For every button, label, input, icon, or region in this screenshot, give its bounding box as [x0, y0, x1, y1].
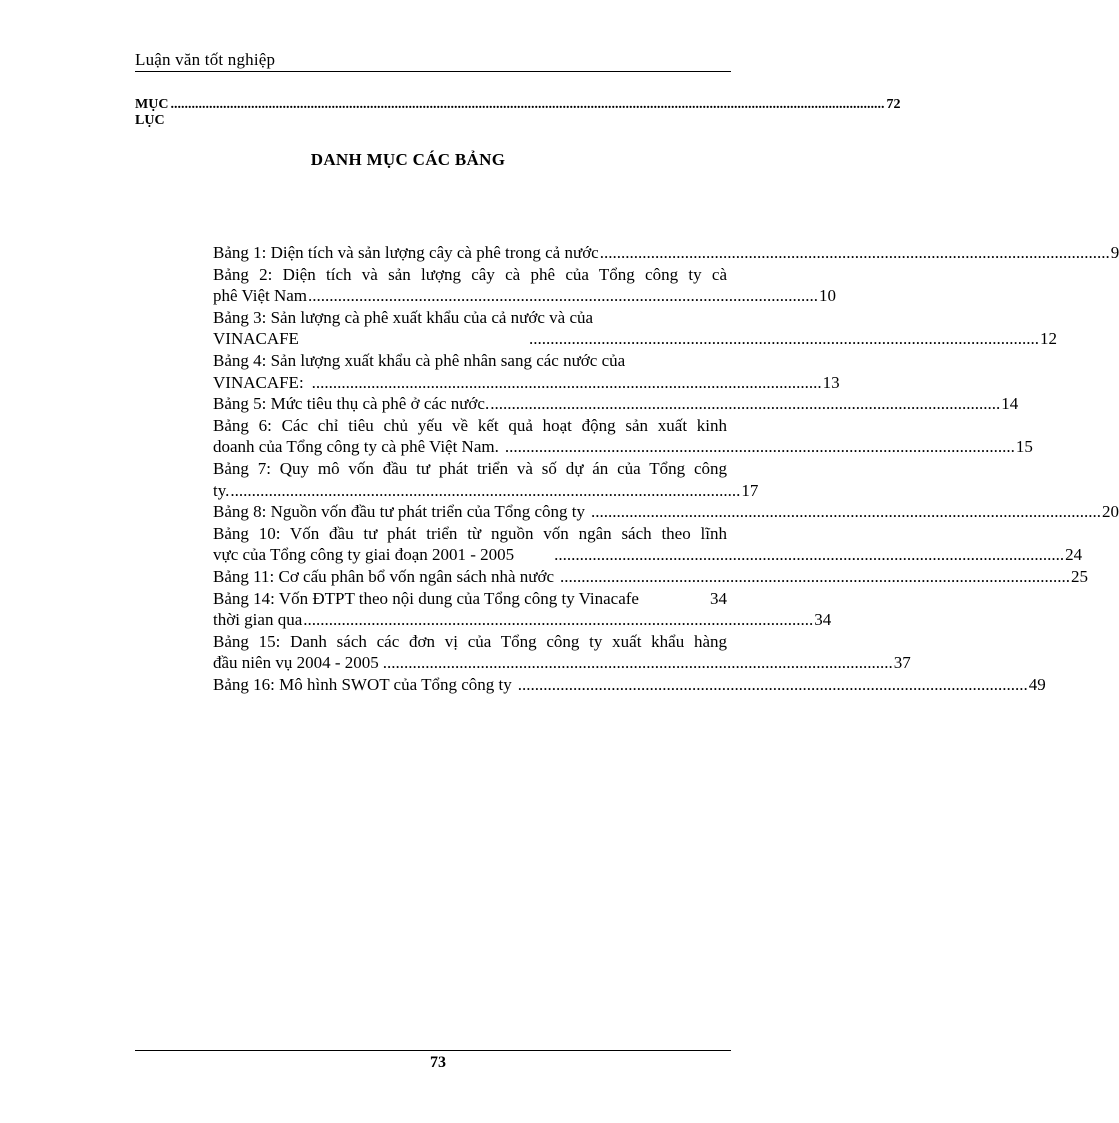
dot-leader: ........................................................................................................................: [308, 286, 819, 306]
table-entry-title-cont: doanh của Tổng công ty cà phê Việt Nam.: [213, 437, 499, 457]
toc-entry-label: MỤC LỤC: [135, 97, 169, 128]
table-entry-title: Bảng 16: Mô hình SWOT của Tổng công ty: [213, 674, 512, 694]
table-entry-page: 34: [814, 610, 832, 630]
dot-leader: ........................................................................................................................: [382, 653, 893, 673]
dot-leader: ........................................................................................................................: [490, 394, 1001, 414]
table-entry-page: 24: [1065, 545, 1083, 565]
table-entry-title-cont: ty.: [213, 480, 230, 500]
dot-leader: ........................................................................................................................: [590, 502, 1101, 522]
running-header-title: Luận văn tốt nghiệp: [135, 50, 276, 69]
table-entry-title: Bảng 7: Quy mô vốn đầu tư phát triển và số dự án của Tổng công: [213, 458, 727, 478]
table-entry-title: Bảng 14: Vốn ĐTPT theo nội dung của Tổng công ty Vinacafe: [213, 588, 639, 608]
table-entry-title: Bảng 3: Sản lượng cà phê xuất khẩu của cả nước và của: [213, 307, 594, 327]
section-title: DANH MỤC CÁC BẢNG: [310, 150, 506, 169]
table-entry-title: Bảng 6: Các chỉ tiêu chủ yếu về kết quả hoạt động sản xuất kinh: [213, 415, 727, 435]
table-entry[interactable]: [213, 415, 1033, 458]
table-entry-title: Bảng 10: Vốn đầu tư phát triển từ nguồn vốn ngân sách theo lĩnh: [213, 523, 727, 543]
table-entry-page: 17: [741, 480, 759, 500]
table-entry-title: Bảng 1: Diện tích và sản lượng cây cà phê trong cả nước: [213, 243, 599, 262]
dot-leader: ............................................................................................................................................................................................................: [170, 97, 885, 112]
table-entry-title-cont: phê Việt Nam: [213, 286, 308, 306]
table-entry-title: Bảng 5: Mức tiêu thụ cà phê ở các nước.: [213, 394, 490, 414]
table-entry[interactable]: [213, 674, 1046, 696]
header-rule: [135, 71, 731, 72]
table-list: [213, 242, 1119, 695]
dot-leader: ........................................................................................................................: [560, 566, 1070, 586]
dot-leader: ........................................................................................................................: [528, 329, 1039, 349]
table-entry-title: Bảng 11: Cơ cấu phân bổ vốn ngân sách nhà nước: [213, 566, 554, 586]
table-entry[interactable]: [213, 350, 840, 393]
dot-leader: ........................................................................................................................: [303, 610, 814, 630]
table-entry-title: Bảng 15: Danh sách các đơn vị của Tổng công ty xuất khẩu hàng: [213, 631, 727, 651]
table-entry-page: 15: [1015, 437, 1033, 457]
table-entry-title: Bảng 2: Diện tích và sản lượng cây cà phê của Tổng công ty cà: [213, 264, 727, 284]
table-entry[interactable]: [213, 393, 1019, 415]
dot-leader: ........................................................................................................................: [230, 480, 741, 500]
page-number: 73: [430, 1054, 446, 1071]
table-entry-page: 14: [1001, 394, 1019, 414]
table-entry-title-cont: VINACAFE:: [213, 372, 304, 392]
table-entry[interactable]: [213, 588, 832, 631]
table-entry-title-cont: vực của Tổng công ty giai đoạn 2001 - 2005: [213, 545, 515, 565]
dot-leader: ........................................................................................................................: [504, 437, 1015, 457]
dot-leader: ........................................................................................................................: [599, 243, 1110, 262]
table-entry-title: Bảng 8: Nguồn vốn đầu tư phát triển của Tổng công ty: [213, 502, 585, 522]
table-entry-page: 49: [1028, 674, 1046, 694]
table-entry[interactable]: [213, 501, 1119, 523]
table-entry[interactable]: [213, 566, 1088, 588]
table-entry[interactable]: [213, 523, 1083, 566]
table-entry-title: Bảng 4: Sản lượng xuất khẩu cà phê nhân sang các nước của: [213, 350, 626, 370]
dot-leader: ........................................................................................................................: [311, 372, 822, 392]
table-entry-page: 37: [893, 653, 911, 673]
table-entry-page: 20: [1101, 502, 1119, 522]
table-entry[interactable]: [213, 631, 911, 674]
table-entry-page: 10: [819, 286, 837, 306]
dot-leader: ........................................................................................................................: [554, 545, 1065, 565]
table-entry-page: 13: [822, 372, 840, 392]
table-entry[interactable]: [213, 242, 1119, 264]
table-entry-page: 25: [1071, 566, 1088, 586]
table-entry-page: 12: [1039, 329, 1057, 349]
table-entry-title-cont: đầu niên vụ 2004 - 2005: [213, 653, 379, 673]
table-entry[interactable]: [213, 458, 759, 501]
table-entry[interactable]: [213, 307, 1057, 350]
table-entry-title-cont: thời gian qua: [213, 610, 303, 630]
toc-entry-muc-luc[interactable]: [135, 97, 901, 129]
toc-entry-page: 72: [886, 97, 901, 112]
dot-leader: ........................................................................................................................: [517, 674, 1028, 694]
table-entry-page: 9: [1110, 243, 1119, 262]
table-entry-page: 34: [710, 588, 727, 608]
table-entry-title-cont: VINACAFE: [213, 329, 299, 349]
footer-rule: [135, 1050, 731, 1051]
table-entry[interactable]: [213, 264, 837, 307]
